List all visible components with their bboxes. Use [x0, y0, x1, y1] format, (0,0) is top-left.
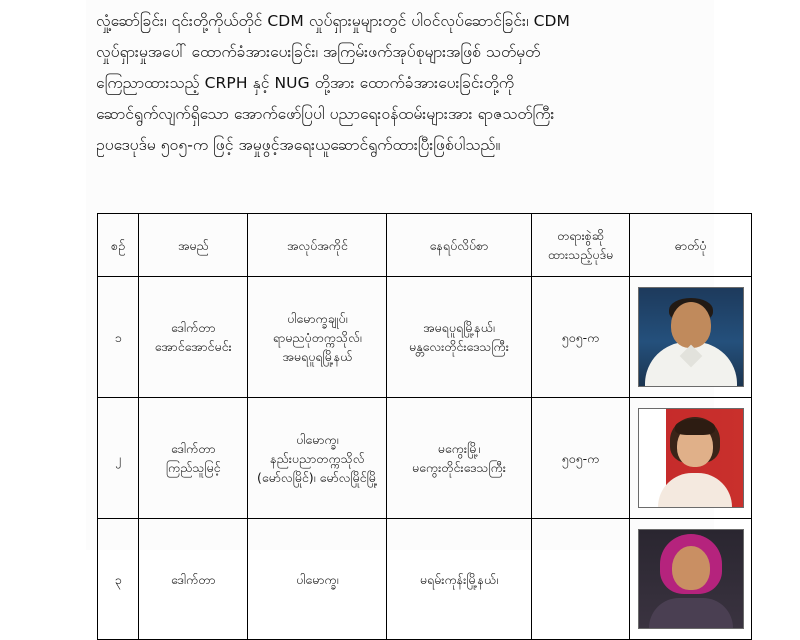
cell-photo: [630, 398, 752, 519]
cell-job-line-1: ပါမောက္ခ၊: [296, 571, 339, 587]
cell-address-line-1: အမရပူရမြို့နယ်၊: [423, 320, 495, 335]
paragraph-line-5: ဥပဒေပုဒ်မ ၅၀၅-က ဖြင့် အမှုဖွင့်အရေးယူဆောင်ရွက်ထားပြီးဖြစ်ပါသည်။: [96, 136, 501, 154]
cell-job-line-3: အမရပူရမြို့နယ်: [282, 348, 353, 364]
header-job: အလုပ်အကိုင်: [248, 214, 387, 277]
header-address: နေရပ်လိပ်စာ: [387, 214, 531, 277]
cell-name-line-1: ဒေါက်တာ: [171, 571, 216, 587]
portrait-body: [649, 598, 733, 628]
cell-address-line-1: မရမ်းကုန်းမြို့နယ်၊: [419, 571, 499, 587]
cell-name-line-2: ကြည်သူမြင့်: [165, 460, 221, 475]
cell-address-line-1: မကွေးမြို့၊: [437, 441, 481, 456]
cell-name: [139, 519, 248, 640]
paragraph-line-2: လှုပ်ရှားမှုအပေါ် ထောက်ခံအားပေးခြင်း၊ အကြမ်းဖက်အုပ်စုများအဖြစ် သတ်မှတ်: [96, 43, 541, 61]
cell-job: [248, 398, 387, 519]
cell-job-line-1: ပါမောက္ခချုပ်၊: [287, 310, 348, 326]
document-paragraph: [96, 6, 752, 161]
portrait-hair-front: [675, 419, 715, 435]
cell-photo: [630, 277, 752, 398]
portrait-face: [671, 302, 711, 348]
header-law: [531, 214, 630, 277]
cell-address: [387, 519, 531, 640]
cell-address-line-2: မကွေးတိုင်းဒေသကြီး: [411, 460, 506, 475]
cell-job: [248, 277, 387, 398]
cell-name: [139, 398, 248, 519]
cell-job-line-2: နည်းပညာတက္ကသိုလ်: [270, 450, 365, 466]
cell-job: [248, 519, 387, 640]
portrait-body: [658, 473, 732, 507]
portrait-photo: [638, 529, 744, 629]
header-name: အမည်: [139, 214, 248, 277]
cell-address: [387, 398, 531, 519]
cell-no: ၂: [98, 398, 139, 519]
cell-name-line-1: ဒေါက်တာ: [171, 320, 216, 335]
portrait-photo: [638, 408, 744, 508]
cell-address-line-2: မန္တလေးတိုင်းဒေသကြီး: [408, 339, 509, 354]
table-row: [98, 519, 752, 640]
cell-law: ၅၀၅-က: [531, 277, 630, 398]
cell-name-line-2: အောင်အောင်မင်း: [154, 339, 232, 354]
header-law-line-1: တရားစွဲဆို: [557, 228, 604, 243]
portrait-face: [672, 546, 710, 590]
people-table: [97, 213, 752, 640]
cell-job-line-3: (မော်လမြိုင်)၊ မော်လမြိုင်မြို့: [256, 469, 378, 485]
header-no: စဉ်: [98, 214, 139, 277]
paragraph-line-1: လှုံ့ဆော်ခြင်း၊ ၎င်းတို့ကိုယ်တိုင် CDM လှုပ်ရှားမှုများတွင် ပါဝင်လုပ်ဆောင်ခြင်း၊ CDM: [96, 12, 571, 30]
cell-address: [387, 277, 531, 398]
cell-law: ၅၀၅-က: [531, 398, 630, 519]
table-row: [98, 277, 752, 398]
paragraph-line-4: ဆောင်ရွက်လျက်ရှိသော အောက်ဖော်ပြပါ ပညာရေးဝန်ထမ်းများအား ရာဇသတ်ကြီး: [96, 105, 555, 123]
cell-name: [139, 277, 248, 398]
table-row: [98, 398, 752, 519]
header-photo: ဓာတ်ပုံ: [630, 214, 752, 277]
header-law-line-2: ထားသည့်ပုဒ်မ: [547, 247, 614, 262]
portrait-photo: [638, 287, 744, 387]
cell-law: [531, 519, 630, 640]
cell-no: ၁: [98, 277, 139, 398]
paragraph-line-3: ကြေညာထားသည့် CRPH နှင့် NUG တို့အား ထောက်ခံအားပေးခြင်းတို့ကို: [96, 74, 515, 92]
cell-no: ၃: [98, 519, 139, 640]
cell-name-line-1: ဒေါက်တာ: [171, 441, 216, 456]
table-header-row: [98, 214, 752, 277]
page-left-margin: [0, 0, 86, 550]
cell-job-line-2: ရာမညပုံတက္ကသိုလ်၊: [272, 329, 362, 345]
cell-job-line-1: ပါမောက္ခ၊: [296, 431, 339, 447]
cell-photo: [630, 519, 752, 640]
